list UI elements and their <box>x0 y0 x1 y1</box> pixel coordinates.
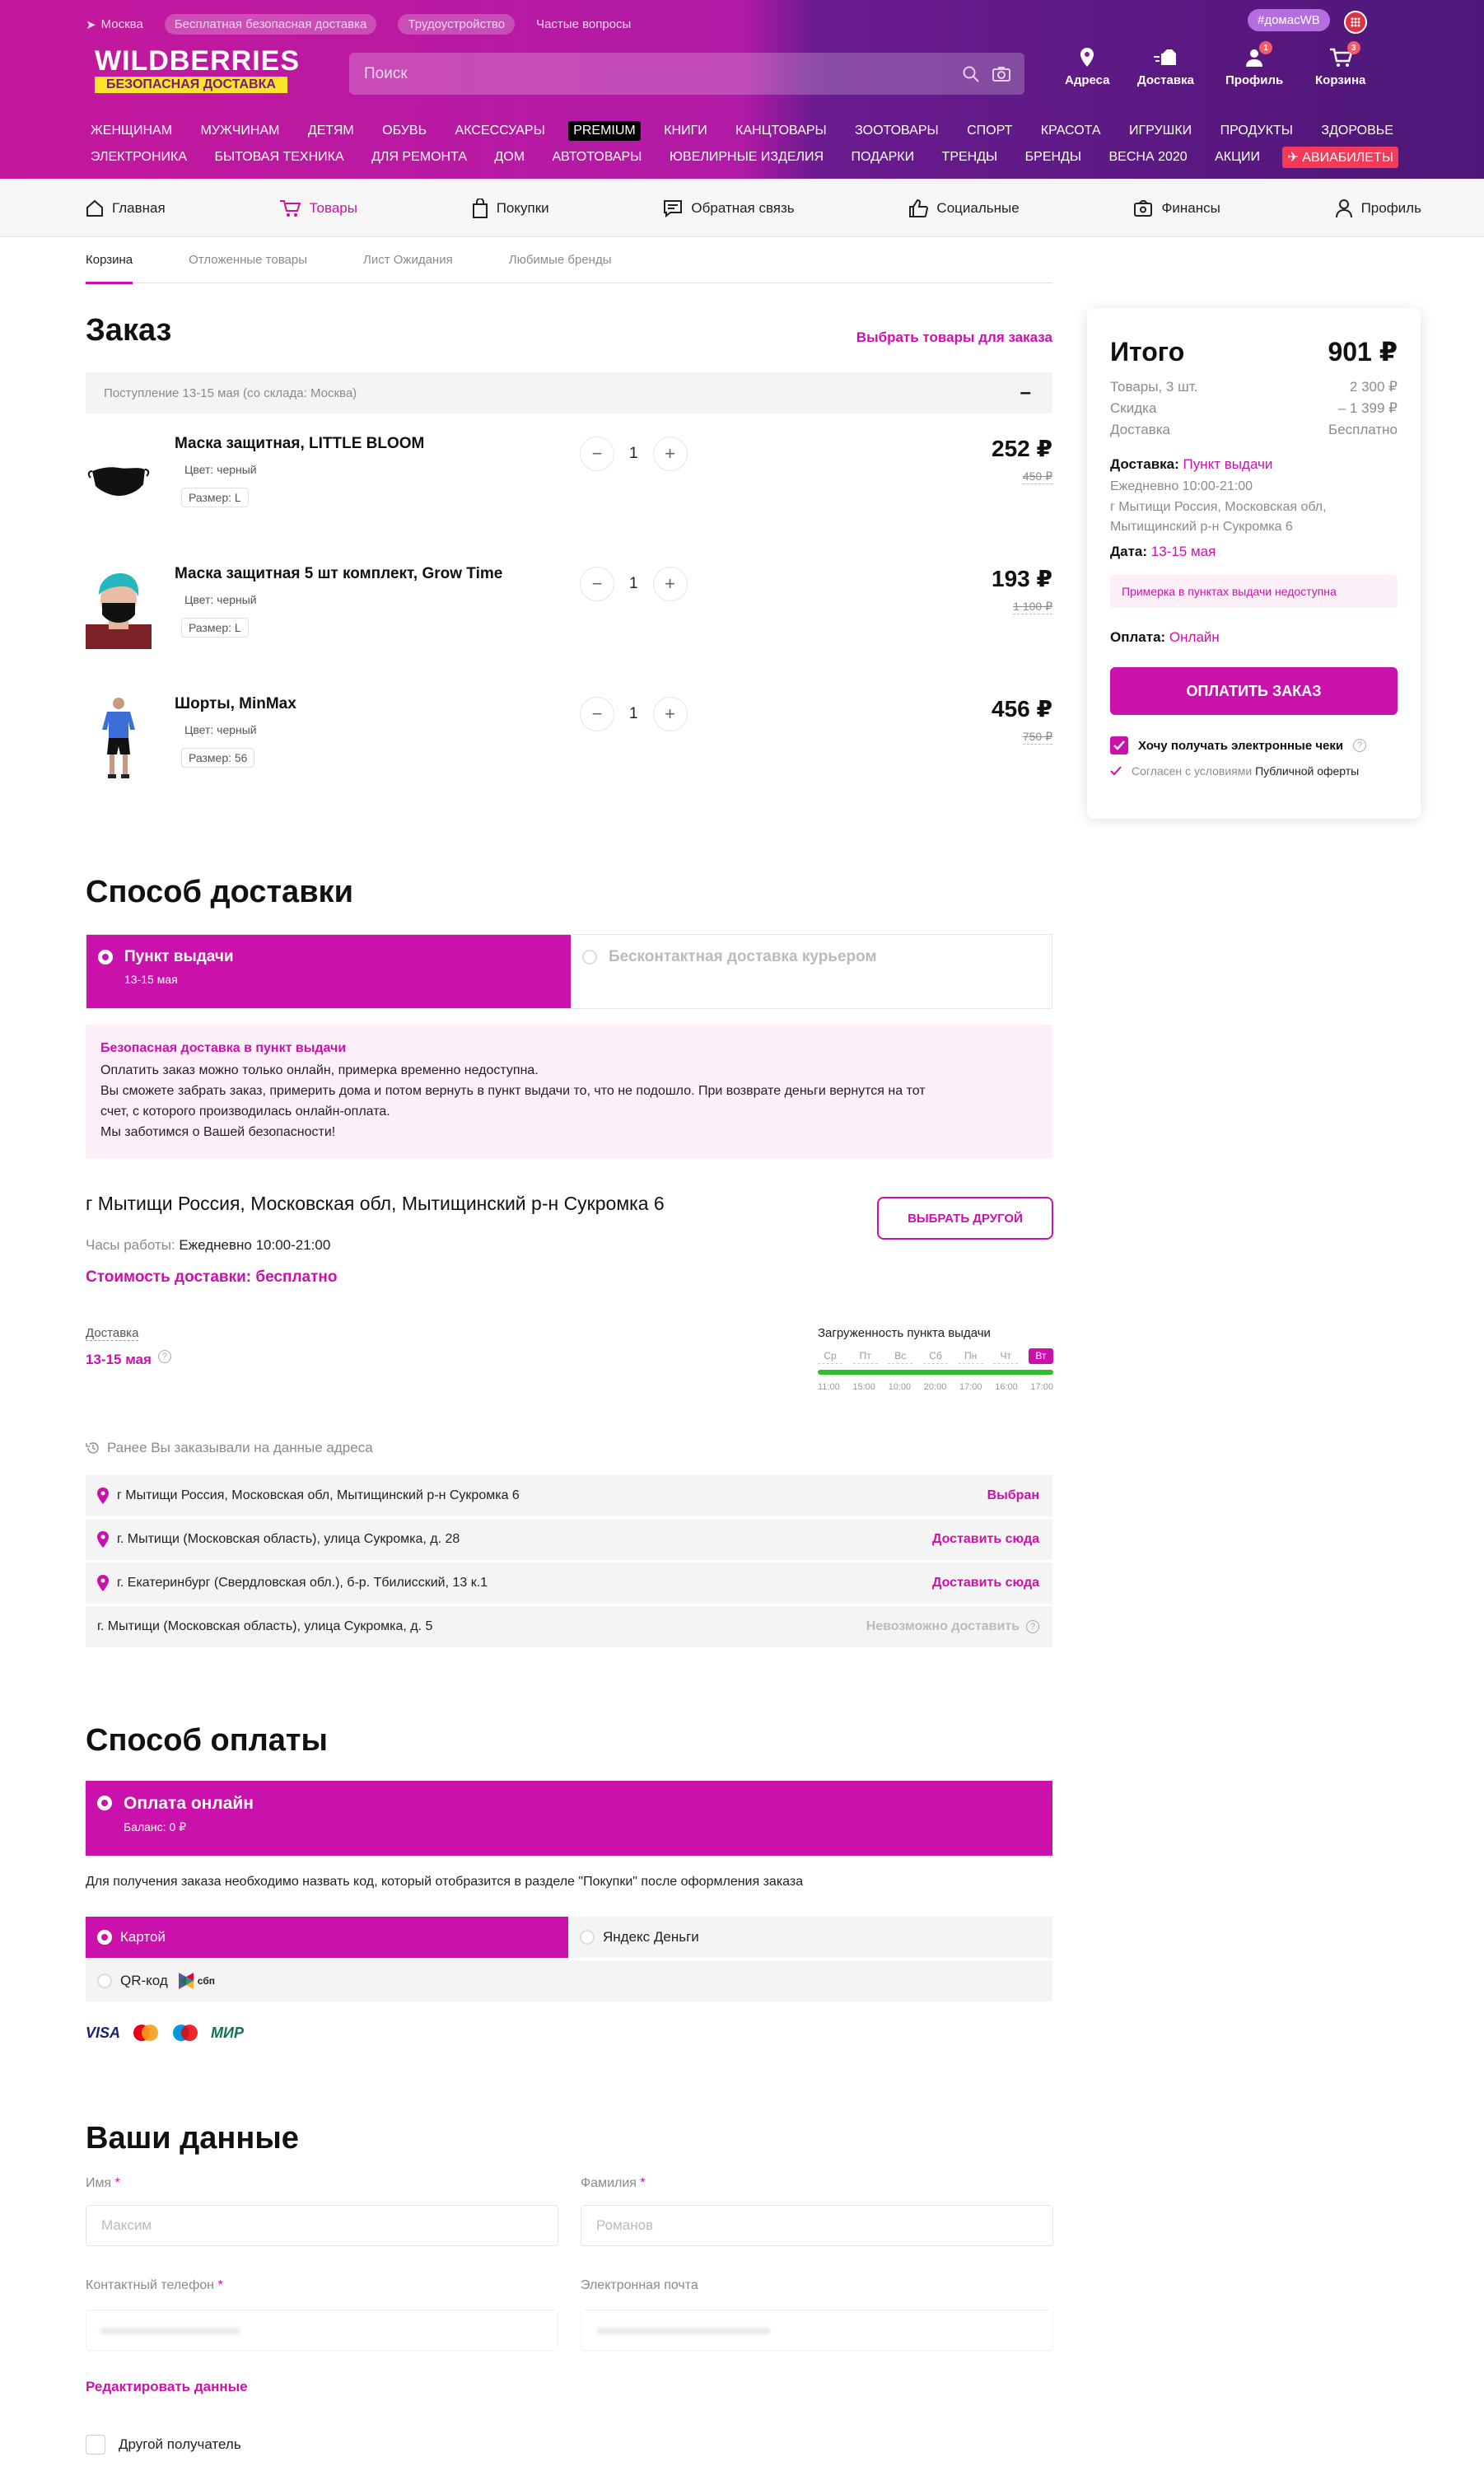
map-pin-icon <box>97 1488 109 1504</box>
delivery-cost: Стоимость доставки: бесплатно <box>86 1268 338 1286</box>
address-text: г Мытищи Россия, Московская обл, Мытищинский р-н Сукромка 6 <box>117 1488 520 1502</box>
info-icon[interactable]: ? <box>158 1350 171 1363</box>
product-size: Размер: 56 <box>181 748 254 768</box>
name-label <box>86 2176 120 2191</box>
discount-label: Скидка <box>1110 400 1157 416</box>
name-label-text: Имя <box>86 2176 112 2190</box>
category-row-2 <box>86 145 1398 170</box>
pay-method-card[interactable] <box>86 1917 568 1958</box>
product-color: Цвет: черный <box>184 463 257 476</box>
surname-field[interactable] <box>581 2205 1053 2246</box>
pay-order-button[interactable]: ОПЛАТИТЬ ЗАКАЗ <box>1110 667 1398 715</box>
product-old-price: 1 100 ₽ <box>1013 600 1052 613</box>
category-item[interactable]: ЗООТОВАРЫ <box>855 124 939 138</box>
pay-method-card-label: Картой <box>120 1929 166 1945</box>
logo[interactable] <box>95 47 300 93</box>
pickup-address: г Мытищи Россия, Московская обл, Мытищинский р-н Сукромка 6 <box>86 1193 665 1214</box>
decrease-button[interactable]: − <box>580 567 614 601</box>
delivery-date-label: Доставка <box>86 1326 139 1340</box>
quantity-value: 1 <box>629 575 638 592</box>
city-label: Москва <box>100 17 143 31</box>
email-label <box>581 2278 698 2293</box>
collapse-button[interactable]: – <box>1020 381 1031 404</box>
load-label: Загруженность пункта выдачи <box>818 1326 991 1340</box>
load-time: 11:00 <box>818 1382 840 1392</box>
delivery-box-icon <box>1153 46 1178 69</box>
safe-delivery-line: Мы заботимся о Вашей безопасности! <box>100 1125 336 1139</box>
delivery-method-value[interactable]: Пункт выдачи <box>1183 456 1273 472</box>
sbp-logo <box>178 1972 215 1990</box>
delivery-section-title: Способ доставки <box>86 875 353 909</box>
payment-option-online[interactable] <box>86 1781 1052 1856</box>
order-title: Заказ <box>86 313 172 348</box>
previous-addresses-title <box>86 1440 373 1456</box>
product-price: 193 ₽ <box>992 566 1052 591</box>
chat-icon <box>663 199 683 217</box>
subtab-brands[interactable]: Любимые бренды <box>508 253 612 267</box>
other-recipient-option[interactable] <box>86 2435 241 2455</box>
address-selected: Выбран <box>987 1488 1039 1502</box>
load-bar <box>818 1370 1053 1375</box>
fitting-note: Примерка в пунктах выдачи недоступна <box>1110 575 1398 608</box>
address-row[interactable] <box>86 1519 1052 1560</box>
maestro-logo <box>171 2024 199 2042</box>
summary-title: Итого <box>1110 337 1185 367</box>
required-star: * <box>114 2176 120 2190</box>
cart-item <box>86 425 1052 555</box>
surname-label-text: Фамилия <box>581 2176 637 2190</box>
offer-link[interactable]: Публичной оферты <box>1255 764 1360 778</box>
nav-profile[interactable] <box>1225 43 1284 87</box>
summary-total: 901 ₽ <box>1328 337 1398 367</box>
radio-unselected <box>582 950 597 965</box>
category-item[interactable]: ИГРУШКИ <box>1129 124 1192 138</box>
nav-addresses[interactable] <box>1065 46 1110 87</box>
wallet-icon <box>1133 199 1153 217</box>
city-selector[interactable] <box>86 17 143 32</box>
cart-icon <box>1329 43 1356 69</box>
email-value-blurred <box>597 2328 770 2334</box>
category-item[interactable]: ЗДОРОВЬЕ <box>1321 124 1393 138</box>
site-header <box>0 0 1484 179</box>
load-day[interactable]: Пт <box>853 1348 878 1364</box>
radio-selected <box>97 1930 112 1945</box>
product-name[interactable]: Шорты, MinMax <box>175 695 296 712</box>
category-item[interactable]: ВЕСНА 2020 <box>1108 150 1188 164</box>
nav-cart[interactable] <box>1315 43 1366 87</box>
shipment-bar[interactable] <box>86 372 1052 413</box>
user-icon <box>1244 43 1268 69</box>
delivery-option-pickup[interactable] <box>86 935 571 1008</box>
category-item[interactable]: КАНЦТОВАРЫ <box>735 124 827 138</box>
order-summary <box>1087 308 1421 819</box>
map-pin-icon <box>97 1531 109 1548</box>
increase-button[interactable]: + <box>653 697 688 731</box>
delivery-method-label: Доставка: <box>1110 456 1179 472</box>
safe-delivery-line: Оплатить заказ можно только онлайн, примерка временно недоступна. <box>100 1063 539 1077</box>
top-link-free-delivery[interactable]: Бесплатная безопасная доставка <box>165 14 377 35</box>
category-item[interactable]: ЭЛЕКТРОНИКА <box>91 150 188 164</box>
product-old-price: 750 ₽ <box>1022 730 1052 743</box>
thumbs-up-icon <box>908 199 928 217</box>
tab-label: Покупки <box>496 199 549 216</box>
category-item[interactable]: ПОДАРКИ <box>851 150 915 164</box>
card-logos <box>86 2024 244 2042</box>
decrease-button[interactable]: − <box>580 697 614 731</box>
tab-label: Обратная связь <box>691 199 795 216</box>
load-day[interactable]: Ср <box>818 1348 842 1364</box>
phone-label-text: Контактный телефон <box>86 2278 214 2292</box>
category-item[interactable]: КНИГИ <box>664 124 707 138</box>
quantity-stepper <box>580 437 688 471</box>
radio-selected <box>97 1796 112 1810</box>
product-size: Размер: L <box>181 488 249 507</box>
sbp-label: сбп <box>197 1975 215 1987</box>
product-name[interactable]: Маска защитная 5 шт комплект, Grow Time <box>175 565 503 582</box>
increase-button[interactable]: + <box>653 567 688 601</box>
product-old-price: 450 ₽ <box>1022 469 1052 483</box>
shipment-text: Поступление 13-15 мая (со склада: Москва) <box>104 385 357 400</box>
deliver-here-link[interactable]: Доставить сюда <box>932 1576 1039 1590</box>
other-recipient-label: Другой получатель <box>119 2436 241 2452</box>
load-time: 10:00 <box>888 1382 912 1392</box>
category-item[interactable]: СПОРТ <box>967 124 1013 138</box>
nav-profile-label: Профиль <box>1225 73 1284 87</box>
quantity-value: 1 <box>629 705 638 722</box>
map-pin-icon <box>1079 46 1095 69</box>
nav-addresses-label: Адреса <box>1065 73 1110 87</box>
info-icon[interactable]: ? <box>1353 739 1366 752</box>
category-item[interactable]: БРЕНДЫ <box>1024 150 1082 164</box>
cabinet-tabs <box>86 179 1421 237</box>
balance-label: Баланс: 0 ₽ <box>124 1820 187 1833</box>
pickup-load-widget <box>818 1326 1053 1392</box>
online-label: Оплата онлайн <box>124 1794 254 1813</box>
tab-label: Главная <box>112 199 166 216</box>
pickup-address: г Мытищи Россия, Московская обл, Мытищинский р-н Сукромка 6 <box>1110 500 1327 534</box>
category-item-avia[interactable]: ✈ АВИАБИЛЕТЫ <box>1282 147 1398 168</box>
load-times <box>818 1382 1053 1392</box>
agree-label: Согласен с условиями <box>1132 764 1253 778</box>
hours-label: Часы работы: <box>86 1237 175 1253</box>
working-hours <box>86 1237 330 1254</box>
top-link-jobs[interactable]: Трудоустройство <box>398 14 515 35</box>
product-name[interactable]: Маска защитная, LITTLE BLOOM <box>175 435 425 452</box>
category-item[interactable]: АКЦИИ <box>1215 150 1260 164</box>
product-price: 456 ₽ <box>992 696 1052 722</box>
surname-label <box>581 2176 646 2191</box>
load-time: 17:00 <box>1030 1382 1053 1392</box>
payment-label: Оплата: <box>1110 629 1166 645</box>
nav-delivery[interactable] <box>1137 46 1194 87</box>
phone-value-blurred <box>100 2328 240 2334</box>
pickup-code-note: Для получения заказа необходимо назвать код, который отобразится в разделе "Покупки" после оформления заказа <box>86 1875 804 1889</box>
category-item[interactable]: ЮВЕЛИРНЫЕ ИЗДЕЛИЯ <box>669 150 824 164</box>
category-item[interactable]: КРАСОТА <box>1040 124 1101 138</box>
load-day[interactable]: Чт <box>993 1348 1018 1364</box>
quantity-stepper <box>580 697 688 731</box>
map-pin-icon <box>97 1575 109 1591</box>
increase-button[interactable]: + <box>653 437 688 471</box>
delivery-date-value <box>86 1352 171 1368</box>
tab-finance[interactable] <box>1133 199 1220 217</box>
pickup-label: Пункт выдачи <box>124 948 234 965</box>
courier-label: Бесконтактная доставка курьером <box>609 948 877 965</box>
safe-delivery-line: счет, с которого производилась онлайн-оплата. <box>100 1105 390 1119</box>
subtab-waitlist[interactable]: Лист Ожидания <box>363 253 453 267</box>
pickup-schedule: Ежедневно 10:00-21:00 <box>1110 479 1253 493</box>
product-color: Цвет: черный <box>184 593 257 606</box>
cart-item <box>86 555 1052 685</box>
pay-method-qr-label: QR-код <box>120 1973 168 1988</box>
choose-other-button[interactable]: ВЫБРАТЬ ДРУГОЙ <box>877 1197 1053 1240</box>
subtab-saved[interactable]: Отложенные товары <box>189 253 307 267</box>
receipts-checkbox[interactable] <box>1110 736 1128 754</box>
pay-method-yandex[interactable] <box>568 1917 1052 1958</box>
tab-purchases[interactable] <box>472 199 549 218</box>
delivery-date-text: 13-15 мая <box>86 1352 152 1367</box>
load-time: 15:00 <box>852 1382 875 1392</box>
cart-item <box>86 685 1052 815</box>
deliver-here-link[interactable]: Доставить сюда <box>932 1532 1039 1546</box>
cannot-deliver <box>866 1619 1039 1634</box>
pickup-date: 13-15 мая <box>124 973 178 986</box>
required-star: * <box>217 2278 223 2292</box>
product-size: Размер: L <box>181 618 249 638</box>
category-item[interactable]: ДЕТЯМ <box>307 124 354 138</box>
tab-label: Профиль <box>1360 199 1421 216</box>
search-bar <box>349 53 1024 95</box>
cart-badge: 3 <box>1347 41 1360 54</box>
load-time: 16:00 <box>995 1382 1018 1392</box>
receipts-label: Хочу получать электронные чеки <box>1138 738 1344 753</box>
tab-label: Финансы <box>1161 199 1220 216</box>
previous-addresses-label: Ранее Вы заказывали на данные адреса <box>107 1440 373 1455</box>
user-icon <box>1335 199 1353 218</box>
payment-value[interactable]: Онлайн <box>1169 629 1220 645</box>
product-color: Цвет: черный <box>184 723 257 736</box>
category-menu <box>86 119 1398 171</box>
load-time: 20:00 <box>923 1382 947 1392</box>
safe-delivery-notice <box>86 1025 1052 1158</box>
cart-subtabs <box>86 237 1052 283</box>
logo-subtitle: БЕЗОПАСНАЯ ДОСТАВКА <box>95 77 287 93</box>
info-icon[interactable]: ? <box>1026 1620 1039 1633</box>
visa-logo: VISA <box>86 2024 121 2041</box>
hashtag-button[interactable]: #домасWB <box>1248 9 1330 31</box>
top-link-faq[interactable]: Частые вопросы <box>536 17 632 31</box>
tab-label: Социальные <box>936 199 1020 216</box>
camera-icon[interactable] <box>992 65 1011 83</box>
cart-icon <box>279 199 301 217</box>
address-text: г. Мытищи (Московская область), улица Сукромка, д. 28 <box>117 1532 460 1546</box>
goods-label: Товары, 3 шт. <box>1110 379 1198 395</box>
cabinet-tabbar <box>0 179 1484 237</box>
home-icon <box>86 199 104 217</box>
load-time: 17:00 <box>959 1382 982 1392</box>
mastercard-logo <box>132 2024 160 2042</box>
address-row <box>86 1606 1052 1647</box>
name-field[interactable] <box>86 2205 558 2246</box>
category-item[interactable]: АВТОТОВАРЫ <box>552 150 642 164</box>
cannot-deliver-label: Невозможно доставить <box>866 1619 1020 1633</box>
required-star: * <box>640 2176 646 2190</box>
pay-method-yandex-label: Яндекс Деньги <box>603 1929 699 1945</box>
delivery-value: Бесплатно <box>1328 422 1398 437</box>
category-item-premium[interactable]: PREMIUM <box>568 121 641 141</box>
tab-label: Товары <box>309 199 357 216</box>
tab-social[interactable] <box>908 199 1019 217</box>
quantity-value: 1 <box>629 445 638 462</box>
location-arrow-icon: ➤ <box>86 17 96 32</box>
product-image[interactable] <box>86 697 152 779</box>
load-day[interactable]: Пн <box>959 1348 983 1364</box>
product-image[interactable] <box>86 437 152 519</box>
delivery-label: Доставка <box>1110 422 1171 437</box>
category-item[interactable]: ПРОДУКТЫ <box>1220 124 1293 138</box>
category-item[interactable]: АКСЕССУАРЫ <box>455 124 545 138</box>
date-value: 13-15 мая <box>1150 544 1216 559</box>
search-icon[interactable] <box>962 65 980 83</box>
bag-icon <box>472 199 488 218</box>
logo-name: WILDBERRIES <box>95 45 300 77</box>
delivery-option-courier[interactable] <box>571 935 1052 1008</box>
search-input[interactable] <box>349 65 962 83</box>
other-recipient-checkbox[interactable] <box>86 2435 105 2455</box>
tab-home[interactable] <box>86 199 166 217</box>
tab-goods[interactable] <box>279 199 357 217</box>
category-item[interactable]: БЫТОВАЯ ТЕХНИКА <box>214 150 344 164</box>
product-price: 252 ₽ <box>992 436 1052 461</box>
address-row[interactable] <box>86 1475 1052 1516</box>
goods-value: 2 300 ₽ <box>1349 379 1398 395</box>
discount-value: – 1 399 ₽ <box>1337 400 1398 416</box>
category-item[interactable]: ДЛЯ РЕМОНТА <box>371 150 467 164</box>
load-days <box>818 1348 1053 1364</box>
quantity-stepper <box>580 567 688 601</box>
email-label-text: Электронная почта <box>581 2278 698 2292</box>
payment-section-title: Способ оплаты <box>86 1723 328 1758</box>
nav-delivery-label: Доставка <box>1137 73 1194 87</box>
delivery-method-tabs <box>86 934 1052 1009</box>
nav-cart-label: Корзина <box>1315 73 1366 87</box>
category-item[interactable]: ЖЕНЩИНАМ <box>91 124 173 138</box>
decrease-button[interactable]: − <box>580 437 614 471</box>
history-icon <box>86 1441 100 1455</box>
check-icon <box>1110 766 1122 776</box>
hours-value: Ежедневно 10:00-21:00 <box>179 1237 331 1253</box>
category-item[interactable]: ОБУВЬ <box>382 124 427 138</box>
category-row-1 <box>86 119 1398 143</box>
radio-unselected <box>97 1974 112 1988</box>
header-top-links <box>86 14 631 35</box>
radio-selected <box>98 950 113 965</box>
address-text: г. Мытищи (Московская область), улица Сукромка, д. 5 <box>97 1619 433 1633</box>
category-item[interactable]: ТРЕНДЫ <box>941 150 998 164</box>
address-text: г. Екатеринбург (Свердловская обл.), б-р. Тбилисский, 13 к.1 <box>117 1576 488 1590</box>
radio-unselected <box>580 1930 595 1945</box>
safe-delivery-title: Безопасная доставка в пункт выдачи <box>100 1041 347 1055</box>
subtab-cart[interactable]: Корзина <box>86 238 133 284</box>
phone-label <box>86 2278 223 2293</box>
load-day-current[interactable]: Вт <box>1029 1348 1053 1364</box>
category-item[interactable]: МУЖЧИНАМ <box>200 124 280 138</box>
safe-delivery-line: Вы сможете забрать заказ, примерить дома и потом вернуть в пункт выдачи то, что не подошло. При возврате деньги вернутся на тот <box>100 1084 926 1098</box>
address-row[interactable] <box>86 1562 1052 1604</box>
category-item[interactable]: ДОМ <box>494 150 525 164</box>
mobile-app-icon[interactable] <box>1344 11 1367 34</box>
mir-logo: МИР <box>211 2024 244 2041</box>
product-image[interactable] <box>86 567 152 649</box>
choose-items-link[interactable]: Выбрать товары для заказа <box>856 329 1052 345</box>
pay-method-qr[interactable] <box>86 1960 1052 2002</box>
load-day[interactable]: Вс <box>888 1348 912 1364</box>
tab-feedback[interactable] <box>663 199 794 217</box>
profile-badge: 1 <box>1259 41 1272 54</box>
tab-profile[interactable] <box>1335 199 1421 218</box>
date-label: Дата: <box>1110 544 1148 559</box>
load-day[interactable]: Сб <box>923 1348 948 1364</box>
edit-data-link[interactable]: Редактировать данные <box>86 2379 248 2394</box>
user-data-title: Ваши данные <box>86 2121 299 2156</box>
